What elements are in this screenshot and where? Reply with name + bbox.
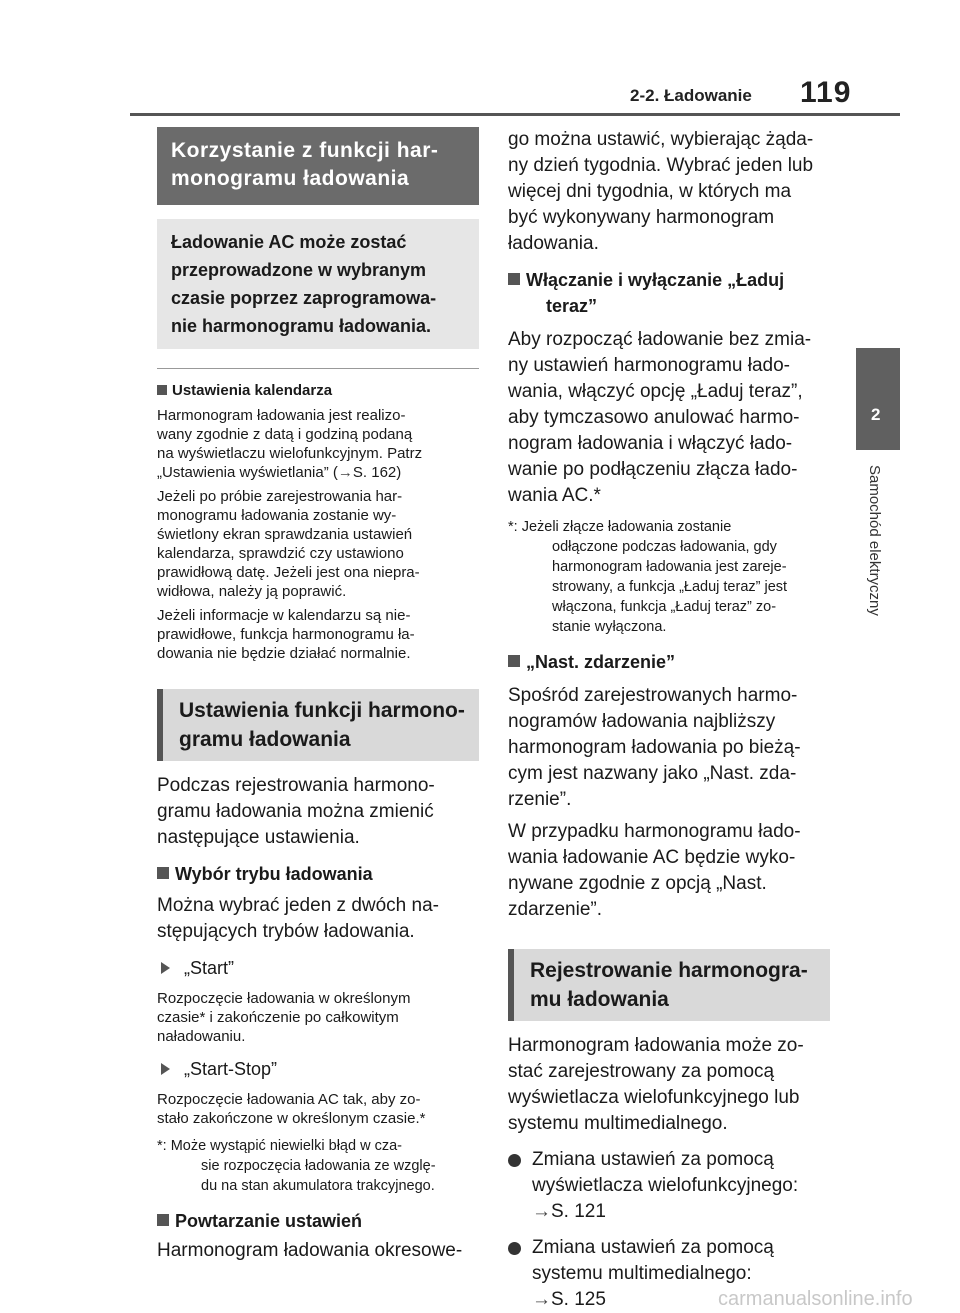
- right-column: [508, 127, 830, 1313]
- text-line: Harmonogram ładowania może zo-: [508, 1035, 804, 1056]
- subheading-text: Ustawienia kalendarza: [172, 382, 333, 399]
- calendar-paragraph-1: [157, 406, 479, 482]
- intro-box: [157, 219, 479, 349]
- chapter-tab-label: Samochód elektryczny: [866, 465, 883, 616]
- text-line: strowany, a funkcja „Ładuj teraz” jest: [552, 579, 788, 595]
- text-line: nogramów ładowania najbliższy: [508, 711, 776, 732]
- registration-paragraph: [508, 1033, 830, 1137]
- text-line: czasie* i zakończenie po całkowitym: [157, 1009, 399, 1026]
- charge-now-footnote: [508, 517, 830, 637]
- page-number: 119: [800, 76, 852, 109]
- heading-line: Rejestrowanie harmonogra-: [530, 959, 808, 982]
- text-line: Rozpoczęcie ładowania w określonym: [157, 990, 411, 1007]
- heading-line: monogramu ładowania: [171, 167, 410, 190]
- calendar-paragraph-3: [157, 606, 479, 663]
- text-line: prawidłowe, funkcja harmonogramu ła-: [157, 626, 415, 643]
- text-line: ładowania.: [508, 233, 599, 254]
- chapter-tab-number: 2: [871, 405, 881, 424]
- text-line: Aby rozpocząć ładowanie bez zmia-: [508, 329, 812, 350]
- circle-bullet-icon: [508, 1154, 521, 1167]
- text-line: *: Jeżeli złącze ładowania zostanie: [508, 519, 732, 535]
- text-line: naładowaniu.: [157, 1028, 246, 1045]
- heading-line: mu ładowania: [530, 988, 669, 1011]
- text-line: Spośród zarejestrowanych harmo-: [508, 685, 798, 706]
- start-description: [157, 989, 479, 1046]
- page-reference: S. 125: [551, 1289, 606, 1310]
- option-label: „Start”: [184, 958, 235, 978]
- heading-line: Ustawienia funkcji harmono-: [179, 699, 465, 722]
- page-reference: S. 121: [551, 1201, 606, 1222]
- text-line: nogram ładowania i włączyć łado-: [508, 433, 793, 454]
- text-line: Harmonogram ładowania okresowe-: [157, 1240, 463, 1261]
- settings-paragraph: [157, 773, 479, 851]
- section-title: 2-2. Ładowanie: [630, 86, 752, 105]
- mode-paragraph: [157, 893, 479, 945]
- text-line: sie rozpoczęcia ładowania ze wzglę-: [201, 1158, 436, 1174]
- arrow-right-icon: →: [532, 1289, 551, 1310]
- header-rule: [130, 113, 900, 116]
- mode-title: [157, 861, 479, 887]
- text-line: widłowa, należy ją poprawić.: [157, 583, 347, 600]
- text-line: systemu multimedialnego:: [532, 1263, 752, 1284]
- text-line: stanie wyłączona.: [552, 619, 667, 635]
- square-bullet-icon: [157, 1214, 169, 1226]
- text-line: cym jest nazwany jako „Nast. zda-: [508, 763, 797, 784]
- arrow-right-icon: →: [532, 1201, 551, 1222]
- start-stop-description: [157, 1090, 479, 1128]
- text-line: wyświetlacza wielofunkcyjnego lub: [508, 1087, 800, 1108]
- text-line: odłączone podczas ładowania, gdy: [552, 539, 777, 555]
- text-line: Rozpoczęcie ładowania AC tak, aby zo-: [157, 1091, 421, 1108]
- text-line: wania AC.*: [508, 485, 601, 506]
- text-line: aby tymczasowo anulować harmo-: [508, 407, 800, 428]
- text-line: ny dzień tygodnia. Wybrać jeden lub: [508, 155, 814, 176]
- text-line: być wykonywany harmonogram: [508, 207, 775, 228]
- repeat-continuation: [508, 127, 830, 257]
- bullet-multifunction-display: [508, 1147, 830, 1225]
- text-line: świetlony ekran sprawdzania ustawień: [157, 526, 413, 543]
- next-event-title: [508, 649, 830, 675]
- heading-schedule-settings: [157, 689, 479, 761]
- heading-line: Korzystanie z funkcji har-: [171, 139, 439, 162]
- text-line: W przypadku harmonogramu łado-: [508, 821, 801, 842]
- text-line: systemu multimedialnego.: [508, 1113, 728, 1134]
- text-line: następujące ustawienia.: [157, 827, 360, 848]
- text-line: [157, 463, 479, 482]
- intro-line: czasie poprzez zaprogramowa-: [171, 288, 437, 308]
- text-line: nywane zgodnie z opcją „Nast.: [508, 873, 767, 894]
- text-line: na wyświetlaczu wielofunkcyjnym. Patrz: [157, 445, 423, 462]
- triangle-right-icon: [161, 962, 170, 974]
- divider: [157, 368, 479, 369]
- text-line: go można ustawić, wybierając żąda-: [508, 129, 814, 150]
- text-line: wanie po podłączeniu złącza łado-: [508, 459, 798, 480]
- text-line: zdarzenie”.: [508, 899, 602, 920]
- heading-schedule-registration: [508, 949, 830, 1021]
- text-line: du na stan akumulatora trakcyjnego.: [201, 1178, 435, 1194]
- text-line: Podczas rejestrowania harmono-: [157, 775, 435, 796]
- calendar-settings-title: [157, 381, 479, 401]
- text-line: Jeżeli informacje w kalendarzu są nie-: [157, 607, 411, 624]
- text-line: dowania nie będzie działać normalnie.: [157, 645, 411, 662]
- text-line: [532, 1199, 830, 1225]
- left-column: [157, 127, 479, 1264]
- intro-line: nie harmonogramu ładowania.: [171, 316, 432, 336]
- arrow-right-icon: →: [337, 464, 353, 481]
- text-line: wyświetlacza wielofunkcyjnego:: [532, 1175, 799, 1196]
- repeat-paragraph: [157, 1238, 479, 1264]
- text-line: monogramu ładowania zostanie wy-: [157, 507, 397, 524]
- text-line: więcej dni tygodnia, w których ma: [508, 181, 792, 202]
- text-line: stępujących trybów ładowania.: [157, 921, 415, 942]
- circle-bullet-icon: [508, 1242, 521, 1255]
- square-bullet-icon: [157, 867, 169, 879]
- text-line: Zmiana ustawień za pomocą: [532, 1237, 774, 1258]
- intro-line: Ładowanie AC może zostać: [171, 232, 407, 252]
- text-line: *: Może wystąpić niewielki błąd w cza-: [157, 1138, 402, 1154]
- repeat-title: [157, 1208, 479, 1234]
- heading-schedule-usage: [157, 127, 479, 205]
- text-line: Jeżeli po próbie zarejestrowania har-: [157, 488, 403, 505]
- square-bullet-icon: [157, 385, 167, 395]
- text-line: stało zakończone w określonym czasie.*: [157, 1110, 426, 1127]
- text-span: „Ustawienia wyświetlania” (: [157, 464, 338, 481]
- watermark: carmanualsonline.info: [718, 1288, 913, 1310]
- text-line: [527, 267, 830, 293]
- text-line: Można wybrać jeden z dwóch na-: [157, 895, 439, 916]
- text-line: Harmonogram ładowania jest realizo-: [157, 407, 406, 424]
- text-line: ny ustawień harmonogramu łado-: [508, 355, 790, 376]
- intro-line: przeprowadzone w wybranym: [171, 260, 427, 280]
- text-line: prawidłową datę. Jeżeli jest ona niepra-: [157, 564, 420, 581]
- square-bullet-icon: [508, 273, 520, 285]
- text-line: wania ładowanie AC będzie wyko-: [508, 847, 796, 868]
- option-label: „Start-Stop”: [184, 1059, 278, 1079]
- text-line: wania, włączyć opcję „Ładuj teraz”,: [508, 381, 803, 402]
- footnote: [157, 1136, 479, 1196]
- text-line: włączona, funkcja „Ładuj teraz” zo-: [552, 599, 777, 615]
- calendar-paragraph-2: [157, 487, 479, 601]
- text-line: wany zgodnie z datą i godziną podaną: [157, 426, 413, 443]
- text-line: Zmiana ustawień za pomocą: [532, 1149, 774, 1170]
- start-stop-option: [157, 1056, 479, 1082]
- text-line: harmonogram ładowania po bieżą-: [508, 737, 801, 758]
- subheading-text: Włączanie i wyłączanie „Ładuj: [526, 270, 785, 290]
- text-line: gramu ładowania można zmienić: [157, 801, 434, 822]
- next-event-paragraph-2: [508, 819, 830, 923]
- subheading-text: Wybór trybu ładowania: [175, 864, 373, 884]
- text-line: rzenie”.: [508, 789, 572, 810]
- chapter-tab: [856, 348, 900, 450]
- start-option: [157, 955, 479, 981]
- subheading-text: „Nast. zdarzenie”: [526, 652, 676, 672]
- square-bullet-icon: [508, 655, 520, 667]
- page-reference: S. 162): [352, 464, 402, 481]
- text-line: stać zarejestrowany za pomocą: [508, 1061, 775, 1082]
- charge-now-title: [508, 267, 830, 319]
- text-line: teraz”: [546, 296, 598, 316]
- text-line: kalendarza, sprawdzić czy ustawiono: [157, 545, 404, 562]
- subheading-text: Powtarzanie ustawień: [175, 1211, 363, 1231]
- triangle-right-icon: [161, 1063, 170, 1075]
- text-line: harmonogram ładowania jest zareje-: [552, 559, 787, 575]
- charge-now-paragraph: [508, 327, 830, 509]
- heading-line: gramu ładowania: [179, 728, 351, 751]
- next-event-paragraph-1: [508, 683, 830, 813]
